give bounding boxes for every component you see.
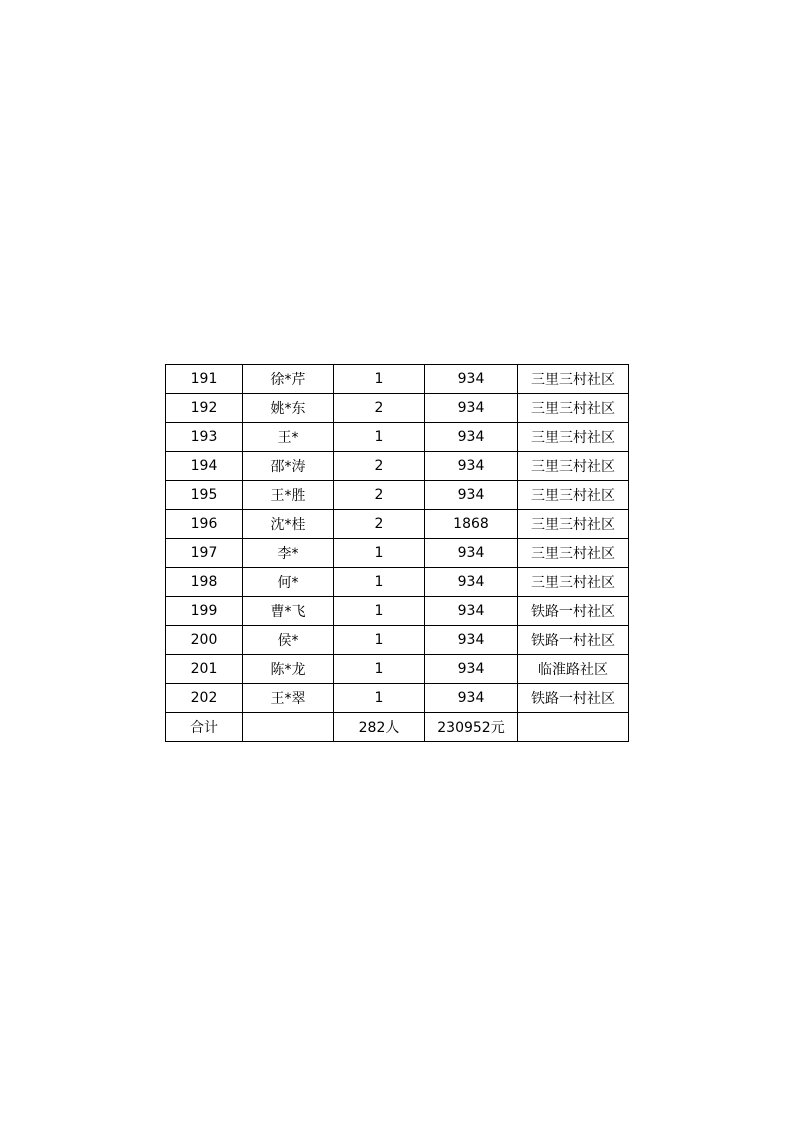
person-count-cell: 1: [334, 684, 425, 713]
person-count-cell: 1: [334, 365, 425, 394]
row-number-cell: 191: [166, 365, 243, 394]
amount-cell: 934: [425, 394, 518, 423]
row-number-cell: 201: [166, 655, 243, 684]
amount-cell: 934: [425, 626, 518, 655]
total-community-cell: [518, 713, 629, 742]
amount-cell: 934: [425, 423, 518, 452]
row-number-cell: 195: [166, 481, 243, 510]
community-cell: 三里三村社区: [518, 452, 629, 481]
subsidy-roster-table: [165, 364, 629, 742]
table-row: [166, 597, 629, 626]
total-amount-cell: 230952元: [425, 713, 518, 742]
person-count-cell: 1: [334, 626, 425, 655]
person-count-cell: 1: [334, 539, 425, 568]
community-cell: 三里三村社区: [518, 539, 629, 568]
amount-cell: 934: [425, 365, 518, 394]
person-count-cell: 2: [334, 510, 425, 539]
name-cell: 李*: [243, 539, 334, 568]
name-cell: 曹*飞: [243, 597, 334, 626]
row-number-cell: 196: [166, 510, 243, 539]
row-number-cell: 192: [166, 394, 243, 423]
amount-cell: 1868: [425, 510, 518, 539]
table-row: [166, 481, 629, 510]
row-number-cell: 193: [166, 423, 243, 452]
name-cell: 徐*芹: [243, 365, 334, 394]
community-cell: 三里三村社区: [518, 394, 629, 423]
amount-cell: 934: [425, 452, 518, 481]
table-row: [166, 655, 629, 684]
total-name-cell: [243, 713, 334, 742]
name-cell: 王*胜: [243, 481, 334, 510]
amount-cell: 934: [425, 568, 518, 597]
total-person-count-cell: 282人: [334, 713, 425, 742]
row-number-cell: 197: [166, 539, 243, 568]
row-number-cell: 194: [166, 452, 243, 481]
name-cell: 王*翠: [243, 684, 334, 713]
total-row: [166, 713, 629, 742]
table-row: [166, 568, 629, 597]
name-cell: 沈*桂: [243, 510, 334, 539]
table-row: [166, 510, 629, 539]
person-count-cell: 2: [334, 481, 425, 510]
roster-body: [166, 365, 629, 742]
community-cell: 三里三村社区: [518, 481, 629, 510]
amount-cell: 934: [425, 597, 518, 626]
person-count-cell: 2: [334, 452, 425, 481]
person-count-cell: 1: [334, 423, 425, 452]
table-row: [166, 684, 629, 713]
community-cell: 铁路一村社区: [518, 597, 629, 626]
amount-cell: 934: [425, 481, 518, 510]
row-number-cell: 200: [166, 626, 243, 655]
person-count-cell: 1: [334, 597, 425, 626]
amount-cell: 934: [425, 655, 518, 684]
community-cell: 铁路一村社区: [518, 684, 629, 713]
community-cell: 临淮路社区: [518, 655, 629, 684]
community-cell: 铁路一村社区: [518, 626, 629, 655]
amount-cell: 934: [425, 684, 518, 713]
person-count-cell: 2: [334, 394, 425, 423]
amount-cell: 934: [425, 539, 518, 568]
table-row: [166, 452, 629, 481]
table-row: [166, 539, 629, 568]
row-number-cell: 198: [166, 568, 243, 597]
person-count-cell: 1: [334, 655, 425, 684]
community-cell: 三里三村社区: [518, 365, 629, 394]
name-cell: 邵*涛: [243, 452, 334, 481]
name-cell: 姚*东: [243, 394, 334, 423]
person-count-cell: 1: [334, 568, 425, 597]
community-cell: 三里三村社区: [518, 423, 629, 452]
row-number-cell: 199: [166, 597, 243, 626]
table-row: [166, 365, 629, 394]
total-label-cell: 合计: [166, 713, 243, 742]
community-cell: 三里三村社区: [518, 568, 629, 597]
name-cell: 王*: [243, 423, 334, 452]
community-cell: 三里三村社区: [518, 510, 629, 539]
row-number-cell: 202: [166, 684, 243, 713]
table-row: [166, 626, 629, 655]
name-cell: 何*: [243, 568, 334, 597]
name-cell: 侯*: [243, 626, 334, 655]
table-row: [166, 423, 629, 452]
table-row: [166, 394, 629, 423]
name-cell: 陈*龙: [243, 655, 334, 684]
